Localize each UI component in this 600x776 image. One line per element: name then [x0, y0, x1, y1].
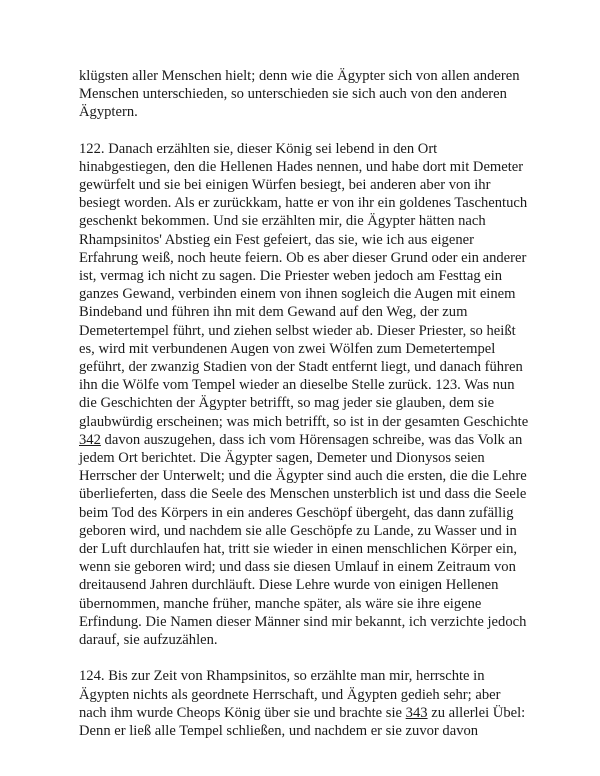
paragraph-2 [79, 140, 531, 650]
paragraph-3-text-b: zu allerlei Übel: Denn er ließ alle Tempel schließen, und nachdem er sie zuvor davon [79, 704, 526, 739]
footnote-link-342[interactable]: 342 [79, 431, 101, 448]
paragraph-1: klügsten aller Menschen hielt; denn wie die Ägypter sich von allen anderen Menschen unterschieden, so unterschieden sie sich auch von den anderen Ägyptern. [79, 68, 520, 121]
footnote-link-343[interactable]: 343 [405, 704, 428, 721]
text-body [79, 67, 531, 740]
paragraph-2-text-b: davon auszugehen, dass ich vom Hörensagen schreibe, was das Volk an jedem Ort berichtet. Die Ägypter sagen, Demeter und Dionysos seien Herrscher der Unterwelt; und die Ägypter sind auch die ersten, die die Lehre überlieferten, dass die Seele des Menschen unsterblich ist und dass die Seele beim Tod des Körpers in ein anderes Geschöpf übergeht, das dann zufällig geboren wird, und nachdem sie alle Geschöpfe zu Lande, zu Wasser und in der Luft durchlaufen hat, tritt sie wieder in einen menschlichen Körper ein, wenn sie geboren wird; und dass sie diesen Umlauf in einem Zeitraum von dreitausend Jahren durchläuft. Diese Lehre wurde von einigen Hellenen übernommen, manche früher, manche später, als wäre sie ihre eigene Erfindung. Die Namen dieser Männer sind mir bekannt, ich verzichte jedoch darauf, sie aufzuzählen. [79, 431, 527, 649]
paragraph-2-text-a: 122. Danach erzählten sie, dieser König sei lebend in den Ort hinabgestiegen, den die Hellenen Hades nennen, und habe dort mit Demeter gewürfelt und sie bei einigen Würfen besiegt, bei anderen aber von ihr besiegt worden. Als er zurückkam, hatte er von ihr ein goldenes Taschentuch geschenkt bekommen. Und sie erzählten mir, die Ägypter hätten nach Rhampsinitos' Abstieg ein Fest gefeiert, das sie, wie ich aus eigener Erfahrung weiß, noch heute feiern. Ob es aber dieser Grund oder ein anderer ist, vermag ich nicht zu sagen. Die Priester weben jedoch am Festtag ein ganzes Gewand, verbinden einem von ihnen sogleich die Augen mit einem Bindeband und führen ihn mit dem Gewand auf den Weg, der zum Demetertempel führt, und ziehen selbst wieder ab. Dieser Priester, so heißt es, wird mit verbundenen Augen von zwei Wölfen zum Demetertempel geführt, der zwanzig Stadien von der Stadt entfernt liegt, und danach führen ihn die Wölfe vom Tempel wieder an dieselbe Stelle zurück. 123. Was nun die Geschichten der Ägypter betrifft, so mag jeder sie glauben, dem sie glaubwürdig erscheinen; was mich betrifft, so ist in der gesamten Geschichte [79, 140, 529, 430]
paragraph-3-text-a: 124. Bis zur Zeit von Rhampsinitos, so erzählte man mir, herrschte in Ägypten nichts als geordnete Herrschaft, und Ägypten gedieh sehr; aber nach ihm wurde Cheops König über sie und brachte sie [79, 668, 501, 721]
paragraph-3 [79, 667, 531, 740]
